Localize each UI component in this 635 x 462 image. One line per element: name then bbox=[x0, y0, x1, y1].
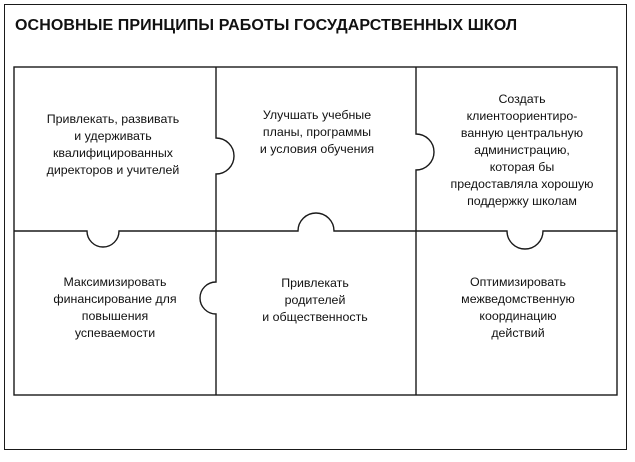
piece-engage-parents: Привлекать родителей и общественность bbox=[262, 275, 368, 324]
diagram-title: ОСНОВНЫЕ ПРИНЦИПЫ РАБОТЫ ГОСУДАРСТВЕННЫХ ШКОЛ bbox=[15, 17, 518, 34]
puzzle-edge-h-middle bbox=[216, 213, 416, 231]
piece-maximize-funding: Максимизировать финансирование для повышения успеваемости bbox=[53, 275, 177, 340]
puzzle-edge-h-left bbox=[14, 231, 216, 247]
puzzle-edge-h-right bbox=[416, 231, 617, 249]
piece-optimize-coordination: Оптимизировать межведомственную координацию действий bbox=[461, 275, 575, 340]
puzzle-edge-v1-bottom bbox=[200, 231, 216, 395]
piece-client-oriented-administration: Создать клиентоориентиро- ванную центральную администрацию, которая бы предоставляла хорошую поддержку школам bbox=[450, 91, 594, 208]
piece-attract-develop-retain: Привлекать, развивать и удерживать квалифицированных директоров и учителей bbox=[46, 112, 180, 177]
piece-improve-curricula: Улучшать учебные планы, программы и условия обучения bbox=[259, 107, 375, 156]
